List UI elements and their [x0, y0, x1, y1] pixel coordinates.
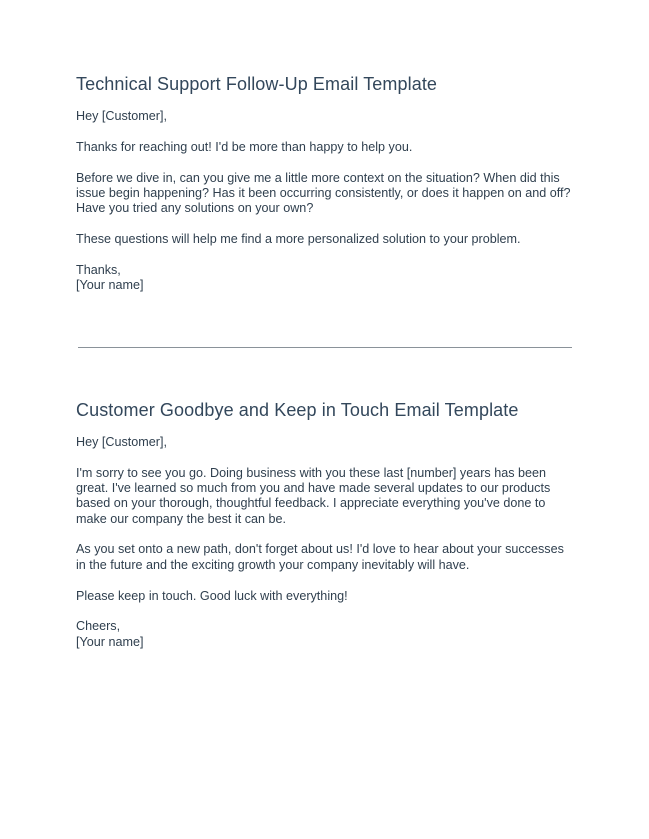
- body-paragraph: As you set onto a new path, don't forget about us! I'd love to hear about your successes in the future and the exciting growth your company inevitably will have.: [76, 542, 564, 572]
- goodbye-keep-in-touch-template: [76, 398, 576, 650]
- technical-support-template: [76, 72, 576, 293]
- signoff: Thanks,: [76, 262, 121, 277]
- signature: [Your name]: [76, 634, 144, 649]
- section-divider: [78, 347, 572, 348]
- greeting: Hey [Customer],: [76, 109, 167, 123]
- greeting: Hey [Customer],: [76, 435, 167, 449]
- body-paragraph: These questions will help me find a more personalized solution to your problem.: [76, 231, 521, 246]
- template-title: Technical Support Follow-Up Email Template: [76, 74, 438, 94]
- body-paragraph: Please keep in touch. Good luck with everything!: [76, 588, 348, 603]
- signature: [Your name]: [76, 278, 144, 293]
- signoff: Cheers,: [76, 619, 121, 634]
- body-paragraph: I'm sorry to see you go. Doing business with you these last [number] years has been great. I've learned so much from you and have made several updates to our products based on your thorough, thoughtful feedback. I appreciate everything you've done to make our company the best it can be.: [76, 465, 551, 526]
- body-paragraph: Before we dive in, can you give me a little more context on the situation? When did this issue begin happening? Has it been occurring consistently, or does it happen on and off? Have you tried any solutions on your own?: [76, 170, 571, 216]
- template-title: Customer Goodbye and Keep in Touch Email Template: [76, 400, 519, 420]
- body-paragraph: Thanks for reaching out! I'd be more than happy to help you.: [76, 139, 413, 154]
